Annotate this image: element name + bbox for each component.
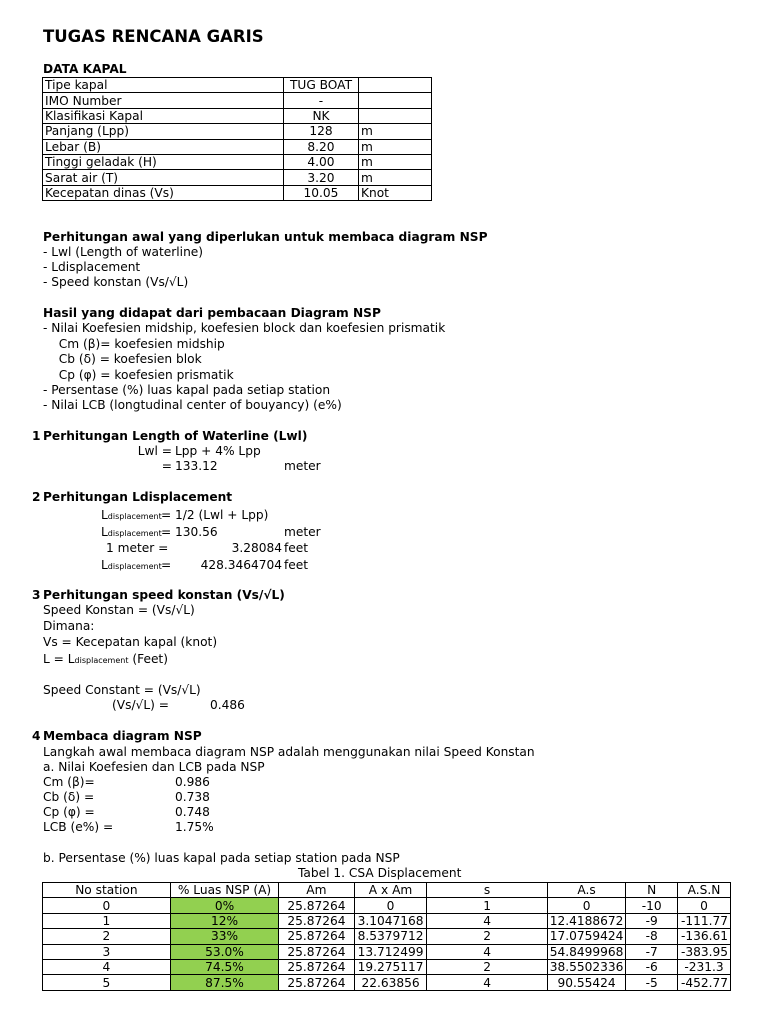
table-row — [43, 124, 432, 139]
row-unit — [359, 78, 432, 93]
ldisp-subscript: displacement — [107, 512, 162, 521]
data-kapal-table — [42, 77, 432, 201]
ldisp-L: L — [101, 558, 108, 572]
row-value: 4.00 — [284, 154, 359, 169]
section-number: 1 — [32, 429, 41, 443]
cell-as: 0 — [547, 898, 626, 913]
cell-s: 2 — [427, 959, 547, 974]
cell-as: 17.0759424 — [547, 929, 626, 944]
row-unit: m — [359, 170, 432, 185]
column-header: A.s — [547, 883, 626, 898]
table-header-row — [43, 883, 731, 898]
coef-value: 1.75% — [175, 820, 214, 834]
cell-as: 54.8499968 — [547, 944, 626, 959]
cell-station: 2 — [43, 929, 171, 944]
row-value: 3.20 — [284, 170, 359, 185]
cell-s: 4 — [427, 944, 547, 959]
vs-definition: Vs = Kecepatan kapal (knot) — [43, 635, 218, 649]
speed-constant-value: 0.486 — [210, 698, 245, 712]
hasil-item: Cm (β)= koefesien midship — [51, 337, 225, 351]
cell-station: 5 — [43, 975, 171, 990]
column-header: A.S.N — [678, 883, 731, 898]
cell-n: -6 — [626, 959, 678, 974]
lwl-eq: = — [161, 459, 172, 473]
ldisp-value-feet: 428.3464704 — [200, 558, 282, 572]
ldisp-eq: = — [161, 525, 172, 539]
hasil-item: - Nilai LCB (longtudinal center of bouyancy) (e%) — [43, 398, 342, 412]
lwl-formula: Lpp + 4% Lpp — [175, 444, 261, 458]
ldisp-L: L — [101, 508, 108, 522]
ldisp-unit-feet: feet — [284, 558, 309, 572]
lwl-value: 133.12 — [175, 459, 218, 473]
row-label: Sarat air (T) — [43, 170, 284, 185]
row-unit: m — [359, 154, 432, 169]
ldisp-subscript: displacement — [107, 562, 162, 571]
section-heading: Membaca diagram NSP — [43, 729, 202, 743]
cell-asn: -136.61 — [678, 929, 731, 944]
cell-as: 38.5502336 — [547, 959, 626, 974]
l-definition — [43, 652, 168, 668]
cell-a-x-am: 0 — [354, 898, 427, 913]
cell-s: 1 — [427, 898, 547, 913]
ldisp-unit-meter: meter — [284, 525, 321, 539]
table-row — [43, 898, 731, 913]
table-row — [43, 944, 731, 959]
row-label: Tipe kapal — [43, 78, 284, 93]
hasil-item: - Persentase (%) luas kapal pada setiap station — [43, 383, 331, 397]
nsp-sub-b: b. Persentase (%) luas kapal pada setiap station pada NSP — [43, 851, 400, 865]
cell-station: 1 — [43, 913, 171, 928]
cell-asn: -452.77 — [678, 975, 731, 990]
cell-luas-nsp: 0% — [170, 898, 278, 913]
dimana-label: Dimana: — [43, 619, 95, 633]
coef-label: Cm (β)= — [43, 775, 95, 789]
cell-asn: -231.3 — [678, 959, 731, 974]
cell-am: 25.87264 — [279, 929, 354, 944]
ldisp-L: L — [101, 525, 108, 539]
cell-s: 4 — [427, 975, 547, 990]
cell-luas-nsp: 12% — [170, 913, 278, 928]
cell-am: 25.87264 — [279, 898, 354, 913]
row-unit: Knot — [359, 185, 432, 200]
row-value: TUG BOAT — [284, 78, 359, 93]
column-header: % Luas NSP (A) — [170, 883, 278, 898]
cell-n: -10 — [626, 898, 678, 913]
hasil-heading: Hasil yang didapat dari pembacaan Diagram NSP — [43, 306, 381, 320]
lwl-lhs: Lwl = — [137, 444, 172, 458]
row-unit — [359, 108, 432, 123]
meter-conversion-unit: feet — [284, 541, 309, 555]
row-value: 10.05 — [284, 185, 359, 200]
cell-am: 25.87264 — [279, 975, 354, 990]
table-row — [43, 959, 731, 974]
table-row — [43, 170, 432, 185]
row-label: IMO Number — [43, 93, 284, 108]
cell-luas-nsp: 87.5% — [170, 975, 278, 990]
cell-asn: 0 — [678, 898, 731, 913]
table-row — [43, 154, 432, 169]
cell-asn: -111.77 — [678, 913, 731, 928]
awal-heading: Perhitungan awal yang diperlukan untuk membaca diagram NSP — [43, 230, 488, 244]
table-row — [43, 93, 432, 108]
row-value: - — [284, 93, 359, 108]
cell-luas-nsp: 33% — [170, 929, 278, 944]
cell-as: 90.55424 — [547, 975, 626, 990]
row-unit: m — [359, 139, 432, 154]
cell-luas-nsp: 74.5% — [170, 959, 278, 974]
cell-s: 4 — [427, 913, 547, 928]
cell-a-x-am: 3.1047168 — [354, 913, 427, 928]
coef-label: Cp (φ) = — [43, 805, 95, 819]
section-heading: Perhitungan speed konstan (Vs/√L) — [43, 588, 285, 602]
ldisp-eq: = — [161, 508, 172, 522]
row-value: NK — [284, 108, 359, 123]
coef-label: Cb (δ) = — [43, 790, 95, 804]
column-header: No station — [43, 883, 171, 898]
lwl-unit: meter — [284, 459, 321, 473]
cell-station: 3 — [43, 944, 171, 959]
row-unit: m — [359, 124, 432, 139]
ldisp-formula: 1/2 (Lwl + Lpp) — [175, 508, 269, 522]
cell-a-x-am: 22.63856 — [354, 975, 427, 990]
ldisp-symbol — [101, 558, 162, 574]
row-label: Klasifikasi Kapal — [43, 108, 284, 123]
meter-conversion-value: 3.28084 — [231, 541, 282, 555]
l-definition-subscript: displacement — [74, 656, 129, 665]
row-value: 128 — [284, 124, 359, 139]
ldisp-symbol — [101, 508, 162, 524]
cell-n: -9 — [626, 913, 678, 928]
column-header: Am — [279, 883, 354, 898]
cell-a-x-am: 13.712499 — [354, 944, 427, 959]
table-row — [43, 108, 432, 123]
speed-constant-formula: Speed Constant = (Vs/√L) — [43, 683, 201, 697]
ldisp-value-meter: 130.56 — [175, 525, 218, 539]
row-label: Kecepatan dinas (Vs) — [43, 185, 284, 200]
table-caption: Tabel 1. CSA Displacement — [298, 866, 462, 880]
section-number: 4 — [32, 729, 41, 743]
column-header: A x Am — [354, 883, 427, 898]
table-row — [43, 975, 731, 990]
section-number: 2 — [32, 490, 41, 504]
cell-a-x-am: 8.5379712 — [354, 929, 427, 944]
nsp-intro: Langkah awal membaca diagram NSP adalah menggunakan nilai Speed Konstan — [43, 745, 535, 759]
data-kapal-heading: DATA KAPAL — [43, 62, 127, 76]
coef-value: 0.738 — [175, 790, 210, 804]
hasil-item: Cb (δ) = koefesien blok — [51, 352, 202, 366]
cell-a-x-am: 19.275117 — [354, 959, 427, 974]
coef-value: 0.986 — [175, 775, 210, 789]
row-unit — [359, 93, 432, 108]
cell-am: 25.87264 — [279, 959, 354, 974]
hasil-item: - Nilai Koefesien midship, koefesien block dan koefesien prismatik — [43, 321, 446, 335]
column-header: N — [626, 883, 678, 898]
section-number: 3 — [32, 588, 41, 602]
cell-as: 12.4188672 — [547, 913, 626, 928]
table-row — [43, 185, 432, 200]
table-row — [43, 78, 432, 93]
l-definition-post: (Feet) — [128, 652, 168, 666]
ldisp-subscript: displacement — [107, 529, 162, 538]
cell-am: 25.87264 — [279, 913, 354, 928]
row-label: Lebar (B) — [43, 139, 284, 154]
nsp-sub-a: a. Nilai Koefesien dan LCB pada NSP — [43, 760, 265, 774]
meter-conversion-label: 1 meter = — [106, 541, 169, 555]
speed-konstan-formula: Speed Konstan = (Vs/√L) — [43, 603, 195, 617]
awal-item: - Speed konstan (Vs/√L) — [43, 275, 189, 289]
cell-s: 2 — [427, 929, 547, 944]
table-row — [43, 139, 432, 154]
section-heading: Perhitungan Length of Waterline (Lwl) — [43, 429, 308, 443]
section-heading: Perhitungan Ldisplacement — [43, 490, 233, 504]
speed-constant-label: (Vs/√L) = — [112, 698, 169, 712]
table-row — [43, 913, 731, 928]
row-label: Tinggi geladak (H) — [43, 154, 284, 169]
awal-item: - Ldisplacement — [43, 260, 141, 274]
awal-item: - Lwl (Length of waterline) — [43, 245, 204, 259]
table-row — [43, 929, 731, 944]
cell-asn: -383.95 — [678, 944, 731, 959]
coef-label: LCB (e%) = — [43, 820, 114, 834]
csa-displacement-table — [42, 882, 731, 991]
ldisp-eq: = — [161, 558, 172, 572]
row-value: 8.20 — [284, 139, 359, 154]
cell-station: 4 — [43, 959, 171, 974]
cell-n: -8 — [626, 929, 678, 944]
cell-station: 0 — [43, 898, 171, 913]
cell-am: 25.87264 — [279, 944, 354, 959]
coef-value: 0.748 — [175, 805, 210, 819]
l-definition-pre: L = L — [43, 652, 75, 666]
page-title: TUGAS RENCANA GARIS — [43, 27, 264, 46]
column-header: s — [427, 883, 547, 898]
hasil-item: Cp (φ) = koefesien prismatik — [51, 368, 234, 382]
ldisp-symbol — [101, 525, 162, 541]
cell-n: -5 — [626, 975, 678, 990]
cell-luas-nsp: 53.0% — [170, 944, 278, 959]
row-label: Panjang (Lpp) — [43, 124, 284, 139]
cell-n: -7 — [626, 944, 678, 959]
